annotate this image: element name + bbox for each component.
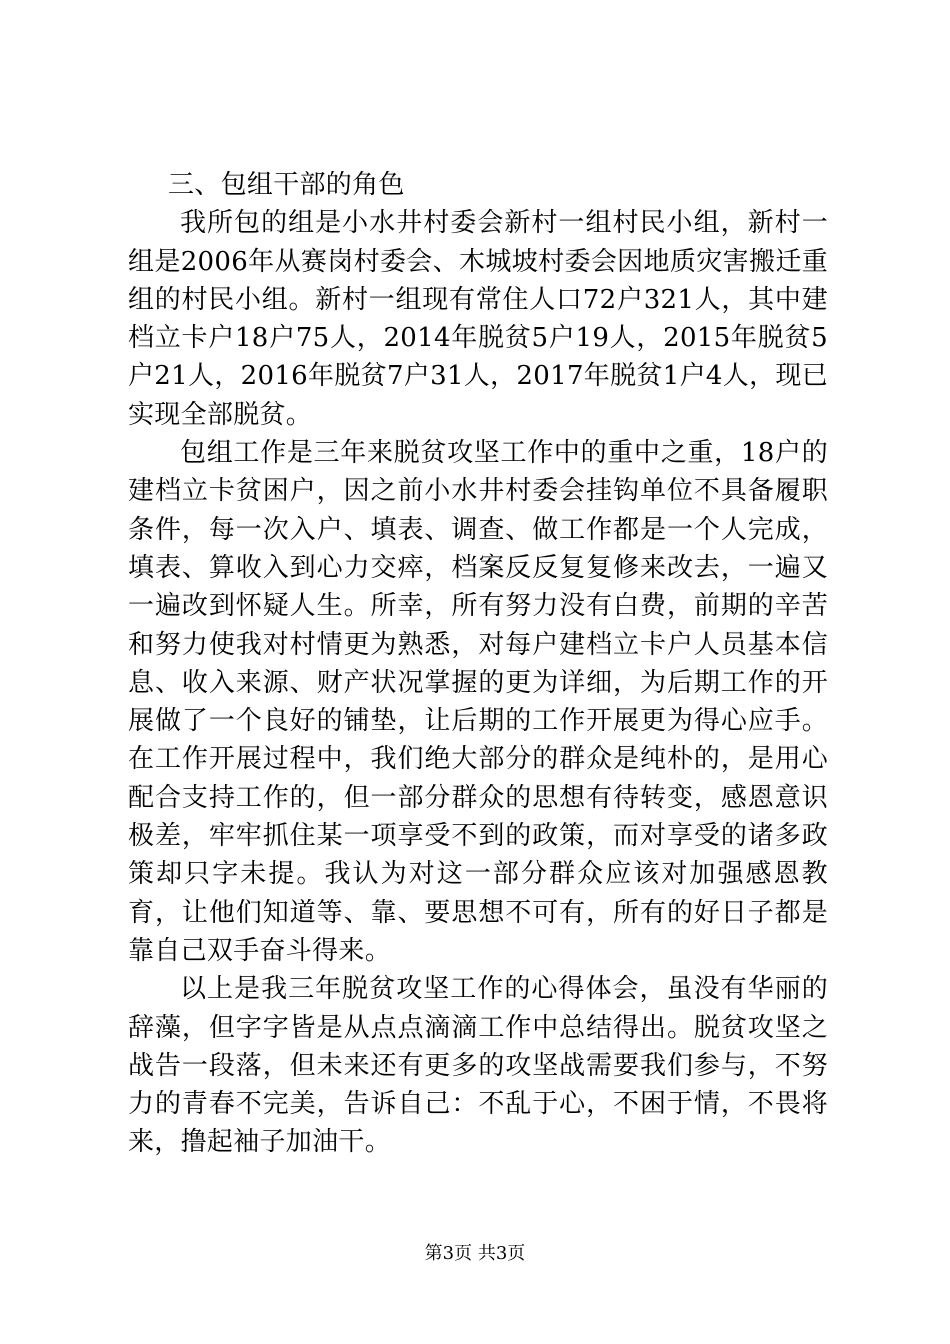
paragraph-1: 我所包的组是小水井村委会新村一组村民小组，新村一组是2006年从赛岗村委会、木城坡村委会因地质灾害搬迁重组的村民小组。新村一组现有常住人口72户321人，其中建档立卡户18户75人，2014年脱贫5户19人，2015年脱贫5户21人，2016年脱贫7户31人，2017年脱贫1户4人，现已实现全部脱贫。	[128, 208, 828, 430]
section-heading: 三、包组干部的角色	[168, 170, 405, 200]
paragraph-3: 以上是我三年脱贫攻坚工作的心得体会，虽没有华丽的辞藻，但字字皆是从点点滴滴工作中总结得出。脱贫攻坚之战告一段落，但未来还有更多的攻坚战需要我们参与，不努力的青春不完美，告诉自己：不乱于心，不困于情，不畏将来，撸起袖子加油干。	[128, 974, 828, 1158]
document-body	[128, 166, 828, 1162]
paragraph-2: 包组工作是三年来脱贫攻坚工作中的重中之重，18户的建档立卡贫困户，因之前小水井村委会挂钩单位不具备履职条件，每一次入户、填表、调查、做工作都是一个人完成，填表、算收入到心力交瘁，档案反反复复修来改去，一遍又一遍改到怀疑人生。所幸，所有努力没有白费，前期的辛苦和努力使我对村情更为熟悉，对每户建档立卡户人员基本信息、收入来源、财产状况掌握的更为详细，为后期工作的开展做了一个良好的铺垫，让后期的工作开展更为得心应手。在工作开展过程中，我们绝大部分的群众是纯朴的，是用心配合支持工作的，但一部分群众的思想有待转变，感恩意识极差，牢牢抓住某一项享受不到的政策，而对享受的诸多政策却只字未提。我认为对这一部分群众应该对加强感恩教育，让他们知道等、靠、要思想不可有，所有的好日子都是靠自己双手奋斗得来。	[128, 438, 828, 966]
page-footer: 第3页 共3页	[424, 1243, 526, 1264]
